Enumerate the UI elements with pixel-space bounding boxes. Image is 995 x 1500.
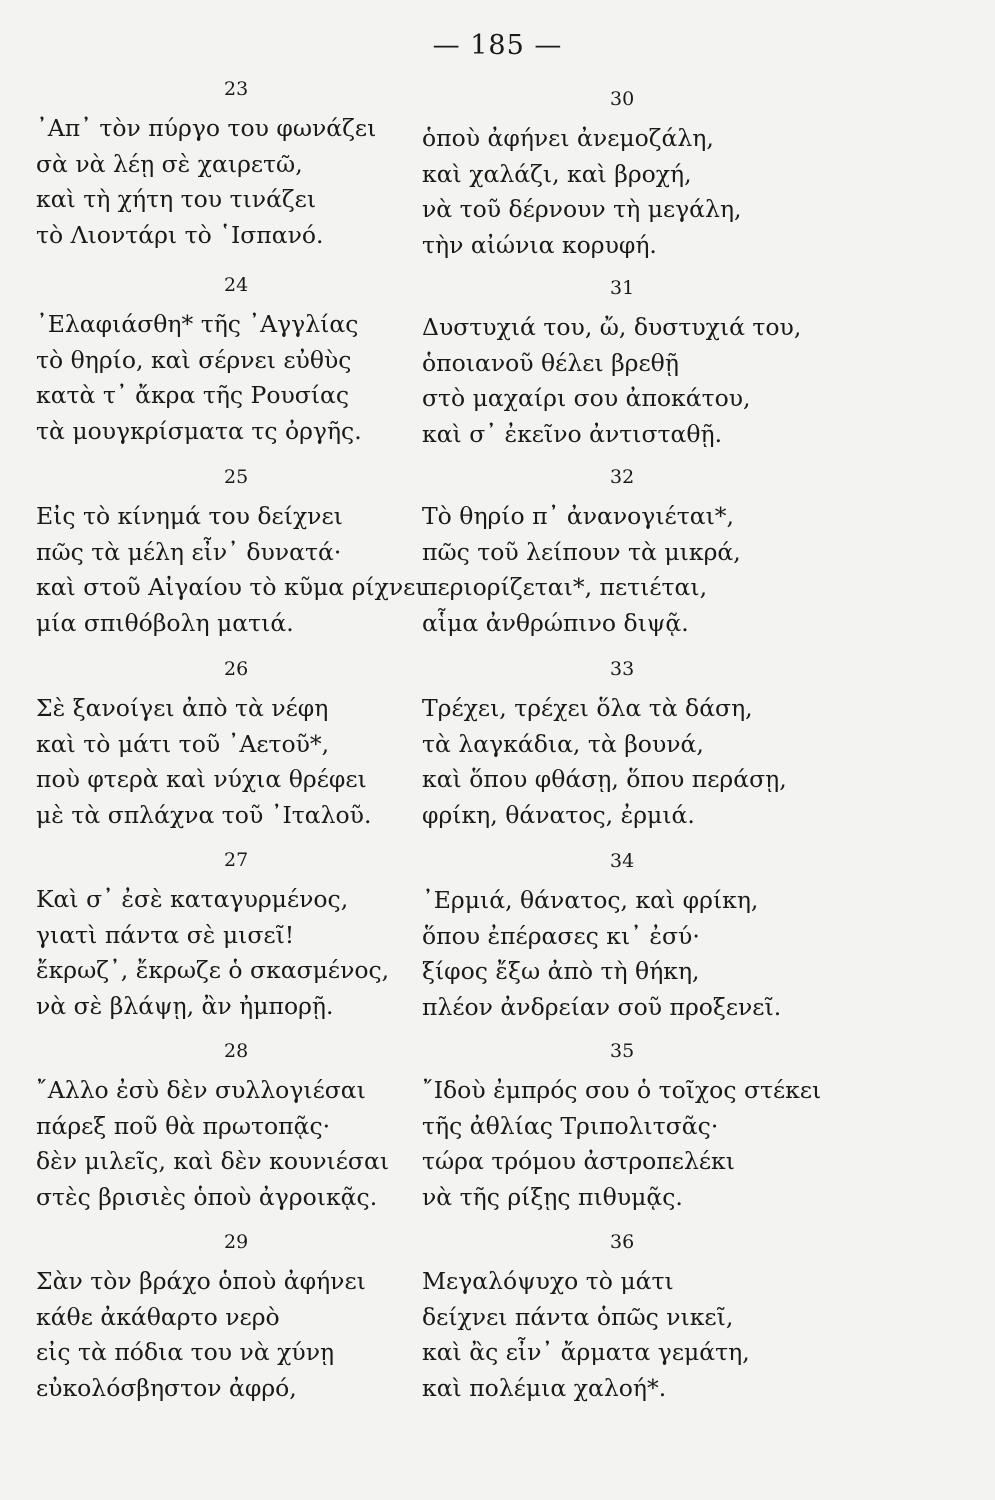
stanza-30 <box>422 88 842 263</box>
verse-line: νὰ σὲ βλάψῃ, ἂν ἠμπορῇ. <box>36 991 334 1020</box>
verse-line: ὅπου ἐπέρασες κι᾿ ἐσύ· <box>422 921 700 950</box>
verse-line: μία σπιθόβολη ματιά. <box>36 608 294 637</box>
verse-line: πάρεξ ποῦ θὰ πρωτοπᾷς· <box>36 1111 331 1140</box>
stanza-number: 34 <box>610 850 635 872</box>
stanza-number: 25 <box>224 466 249 488</box>
verse-line: πλέον ἀνδρείαν σοῦ προξενεῖ. <box>422 992 782 1021</box>
verse-line: Καὶ σ᾿ ἐσὲ καταγυρμένος, <box>36 885 349 913</box>
stanza-number: 28 <box>224 1040 249 1062</box>
verse-line: ὁποὺ ἀφήνει ἀνεμοζάλη, <box>422 124 714 152</box>
stanza-36 <box>422 1231 842 1406</box>
verse-line: γιατὶ πάντα σὲ μισεῖ! <box>36 920 295 949</box>
verse-line: καὶ πολέμια χαλοή*. <box>422 1373 667 1402</box>
verse-line: Τρέχει, τρέχει ὅλα τὰ δάση, <box>422 694 753 722</box>
verse-line: καὶ χαλάζι, καὶ βροχή, <box>422 159 692 188</box>
stanza-32 <box>422 466 842 641</box>
verse-line: σὰ νὰ λέῃ σὲ χαιρετῶ, <box>36 149 303 178</box>
verse-line: ᾿Ελαφιάσθη* τῆς ᾿Αγγλίας <box>36 310 359 338</box>
verse-line: τῆς ἀθλίας Τριπολιτσᾶς· <box>422 1111 719 1140</box>
verse-line: τὰ μουγκρίσματα τς ὀργῆς. <box>36 416 362 445</box>
verse-line: Δυστυχιά του, ὤ, δυστυχιά του, <box>422 313 802 341</box>
verse-line: καὶ ἂς εἶν᾿ ἄρματα γεμάτη, <box>422 1338 750 1366</box>
stanza-28 <box>36 1040 426 1215</box>
stanza-27 <box>36 849 426 1024</box>
verse-line: νὰ τῆς ρίξῃς πιθυμᾷς. <box>422 1182 683 1211</box>
verse-line: εἰς τὰ πόδια του νὰ χύνῃ <box>36 1338 335 1366</box>
stanza-29 <box>36 1231 426 1406</box>
stanza-25 <box>36 466 426 641</box>
stanza-number: 24 <box>224 274 249 296</box>
verse-line: τὸ θηρίο, καὶ σέρνει εὐθὺς <box>36 345 352 374</box>
stanza-number: 33 <box>610 658 635 680</box>
verse-line: καὶ στοῦ Αἰγαίου τὸ κῦμα ρίχνει <box>36 573 425 601</box>
verse-line: στὲς βρισιὲς ὁποὺ ἀγροικᾷς. <box>36 1182 378 1211</box>
stanza-number: 30 <box>610 88 635 110</box>
verse-line: τὴν αἰώνια κορυφή. <box>422 230 657 259</box>
stanza-26 <box>36 658 426 833</box>
stanza-34 <box>422 850 842 1025</box>
verse-line: ποὺ φτερὰ καὶ νύχια θρέφει <box>36 765 367 793</box>
stanza-number: 36 <box>610 1231 635 1253</box>
verse-line: καὶ τὴ χήτη του τινάζει <box>36 185 317 213</box>
verse-line: μὲ τὰ σπλάχνα τοῦ ᾿Ιταλοῦ. <box>36 800 372 829</box>
stanza-number: 31 <box>610 277 635 299</box>
verse-line: δὲν μιλεῖς, καὶ δὲν κουνιέσαι <box>36 1147 390 1175</box>
stanza-number: 32 <box>610 466 635 488</box>
verse-line: εὐκολόσβηστον ἀφρό, <box>36 1373 297 1402</box>
verse-line: περιορίζεται*, πετιέται, <box>422 573 708 601</box>
verse-line: πῶς τοῦ λείπουν τὰ μικρά, <box>422 537 741 566</box>
verse-line: καὶ ὅπου φθάσῃ, ὅπου περάσῃ, <box>422 765 787 793</box>
verse-line: κάθε ἀκάθαρτο νερὸ <box>36 1302 280 1331</box>
verse-line: καὶ τὸ μάτι τοῦ ᾿Αετοῦ*, <box>36 729 330 758</box>
verse-line: Μεγαλόψυχο τὸ μάτι <box>422 1267 674 1295</box>
verse-line: ῎Ιδοὺ ἐμπρός σου ὁ τοῖχος στέκει <box>422 1076 822 1104</box>
stanza-number: 35 <box>610 1040 635 1062</box>
verse-line: νὰ τοῦ δέρνουν τὴ μεγάλη, <box>422 195 742 223</box>
verse-line: Εἰς τὸ κίνημά του δείχνει <box>36 502 343 530</box>
stanza-35 <box>422 1040 842 1215</box>
verse-line: ξίφος ἔξω ἀπὸ τὴ θήκη, <box>422 957 700 985</box>
verse-line: τὰ λαγκάδια, τὰ βουνά, <box>422 729 704 758</box>
stanza-number: 26 <box>224 658 249 680</box>
verse-line: τώρα τρόμου ἀστροπελέκι <box>422 1147 735 1175</box>
verse-line: καὶ σ᾿ ἐκεῖνο ἀντισταθῇ. <box>422 419 723 448</box>
verse-line: στὸ μαχαίρι σου ἀποκάτου, <box>422 384 751 412</box>
stanza-33 <box>422 658 842 833</box>
verse-line: κατὰ τ᾿ ἄκρα τῆς Ρουσίας <box>36 381 350 409</box>
verse-line: Σὰν τὸν βράχο ὁποὺ ἀφήνει <box>36 1267 366 1295</box>
verse-line: Σὲ ξανοίγει ἀπὸ τὰ νέφη <box>36 694 329 722</box>
stanza-23 <box>36 78 426 253</box>
stanza-number: 27 <box>224 849 249 871</box>
verse-line: φρίκη, θάνατος, ἐρμιά. <box>422 800 695 829</box>
verse-line: αἷμα ἀνθρώπινο διψᾷ. <box>422 608 689 637</box>
verse-line: ὁποιανοῦ θέλει βρεθῇ <box>422 348 679 377</box>
stanza-31 <box>422 277 842 452</box>
verse-line: τὸ Λιοντάρι τὸ ῾Ισπανό. <box>36 220 324 249</box>
page-number: — 185 — <box>432 30 563 61</box>
stanza-number: 23 <box>224 78 249 100</box>
verse-line: πῶς τὰ μέλη εἶν᾿ δυνατά· <box>36 537 342 566</box>
verse-line: ᾿Ερμιά, θάνατος, καὶ φρίκη, <box>422 886 759 914</box>
verse-line: δείχνει πάντα ὁπῶς νικεῖ, <box>422 1302 734 1331</box>
stanza-number: 29 <box>224 1231 249 1253</box>
verse-line: ἔκρωζ᾿, ἔκρωζε ὁ σκασμένος, <box>36 956 390 984</box>
verse-line: Τὸ θηρίο π᾿ ἀνανογιέται*, <box>422 502 735 530</box>
verse-line: ᾿Απ᾿ τὸν πύργο του φωνάζει <box>36 114 377 142</box>
stanza-24 <box>36 274 426 449</box>
verse-line: ῎Αλλο ἐσὺ δὲν συλλογιέσαι <box>36 1076 366 1104</box>
